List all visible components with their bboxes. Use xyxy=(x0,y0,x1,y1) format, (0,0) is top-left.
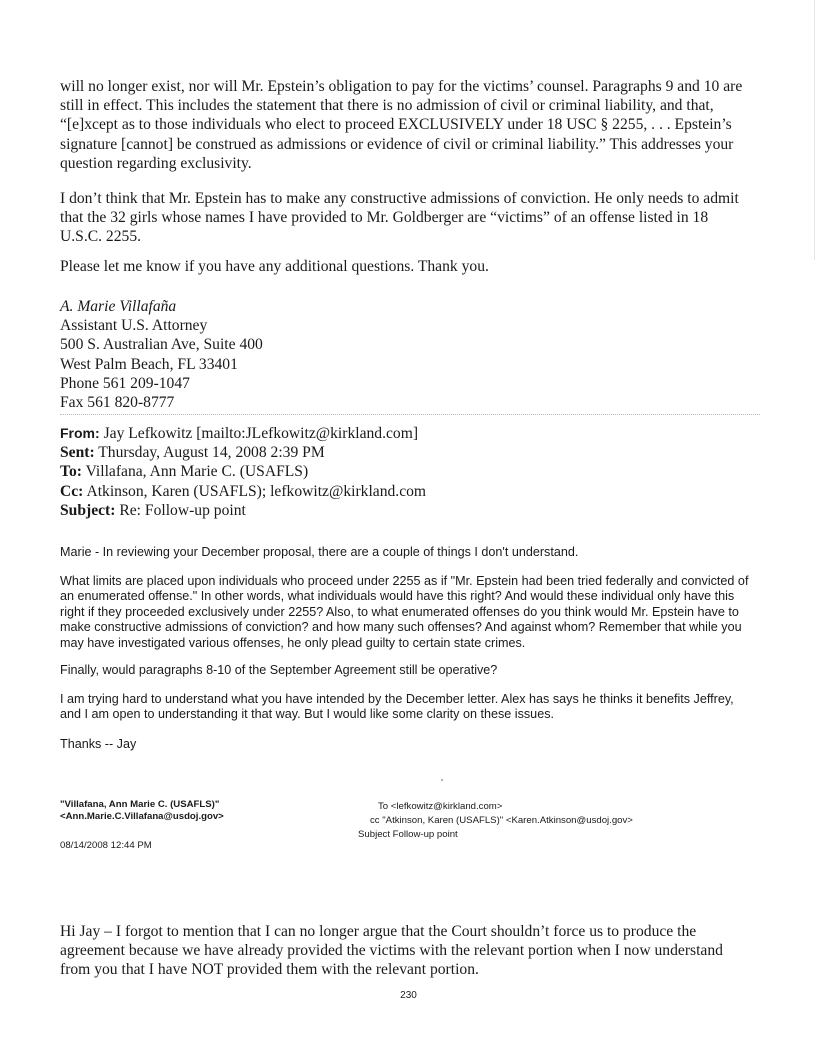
email-paragraph-1: Marie - In reviewing your December proposal, there are a couple of things I don't understand. xyxy=(60,545,579,559)
to-label: To: xyxy=(60,463,82,481)
header-subject xyxy=(60,501,760,520)
quoted-to: To <lefkowitz@kirkland.com> xyxy=(378,801,503,812)
signature-city: West Palm Beach, FL 33401 xyxy=(60,355,238,373)
email-paragraph-4: I am trying hard to understand what you have intended by the December letter. Alex has says he thinks it benefits Jeffrey, and I am open to understanding it that way. But I would like some clarity on these issues. xyxy=(60,692,734,722)
header-cc xyxy=(60,482,760,501)
cc-label: Cc: xyxy=(60,482,84,500)
scan-speck xyxy=(441,779,443,781)
email-header xyxy=(60,424,760,520)
subject-value: Re: Follow-up point xyxy=(119,501,246,519)
quoted-subject: Subject Follow-up point xyxy=(358,829,458,840)
sent-value: Thursday, August 14, 2008 2:39 PM xyxy=(98,444,325,462)
scan-edge-line xyxy=(814,0,815,260)
header-from xyxy=(60,424,760,443)
quoted-date: 08/14/2008 12:44 PM xyxy=(60,840,152,851)
signature-name: A. Marie Villafaña xyxy=(60,298,177,315)
to-value: Villafana, Ann Marie C. (USAFLS) xyxy=(85,463,309,481)
header-sent xyxy=(60,443,760,462)
email-paragraph-3: Finally, would paragraphs 8-10 of the September Agreement still be operative? xyxy=(60,663,498,677)
from-label: From: xyxy=(60,425,100,441)
quoted-cc: cc "Atkinson, Karen (USAFLS)" <Karen.Atkinson@usdoj.gov> xyxy=(370,815,633,826)
sent-label: Sent: xyxy=(60,444,95,462)
header-to xyxy=(60,462,760,481)
signature-title: Assistant U.S. Attorney xyxy=(60,317,208,335)
page-number: 230 xyxy=(400,990,417,1001)
reply-paragraph-2: I don’t think that Mr. Epstein has to make any constructive admissions of conviction. He only needs to admit that the 32 girls whose names I have provided to Mr. Goldberger are “victims” of an offense listed in 18 U.S.C. 2255. xyxy=(60,190,739,246)
signature-address: 500 S. Australian Ave, Suite 400 xyxy=(60,336,263,354)
email-paragraph-2: What limits are placed upon individuals who proceed under 2255 as if "Mr. Epstein had been tried federally and convicted of an enumerated offense." In other words, what individuals would have this right? And would these individual only have this right if they proceeded exclusively under 2255? Also, to what enumerated offenses do you think would Mr. Epstein have to make constructive admissions of conviction? and how many such offenses? And against whom? Remember that while you may have investigated various offenses, he only plead guilty to certain state crimes. xyxy=(60,574,749,650)
quoted-sender-name: "Villafana, Ann Marie C. (USAFLS)" xyxy=(60,799,220,810)
quoted-body: Hi Jay – I forgot to mention that I can no longer argue that the Court shouldn’t force us to produce the agreement because we have already provided the victims with the relevant portion when I now understand from you that I have NOT provided them with the relevant portion. xyxy=(60,923,723,979)
reply-paragraph-1: will no longer exist, nor will Mr. Epstein’s obligation to pay for the victims’ counsel. Paragraphs 9 and 10 are still in effect. This includes the statement that there is no admission of civil or criminal liability, and that, “[e]xcept as to those individuals who elect to proceed EXCLUSIVELY under 18 USC § 2255, . . . Epstein’s signature [cannot] be construed as admissions or evidence of civil or criminal liability.” This addresses your question regarding exclusivity. xyxy=(60,78,743,172)
subject-label: Subject: xyxy=(60,501,116,519)
quoted-sender-email: <Ann.Marie.C.Villafana@usdoj.gov> xyxy=(60,811,224,822)
cc-value: Atkinson, Karen (USAFLS); lefkowitz@kirkland.com xyxy=(86,482,427,500)
email-signoff: Thanks -- Jay xyxy=(60,737,137,751)
from-value: Jay Lefkowitz [mailto:JLefkowitz@kirkland.com] xyxy=(103,425,419,442)
signature-phone: Phone 561 209-1047 xyxy=(60,374,190,392)
reply-paragraph-3: Please let me know if you have any additional questions. Thank you. xyxy=(60,258,489,275)
signature-fax: Fax 561 820-8777 xyxy=(60,394,175,412)
signature-block xyxy=(60,297,460,412)
header-divider xyxy=(60,414,760,415)
